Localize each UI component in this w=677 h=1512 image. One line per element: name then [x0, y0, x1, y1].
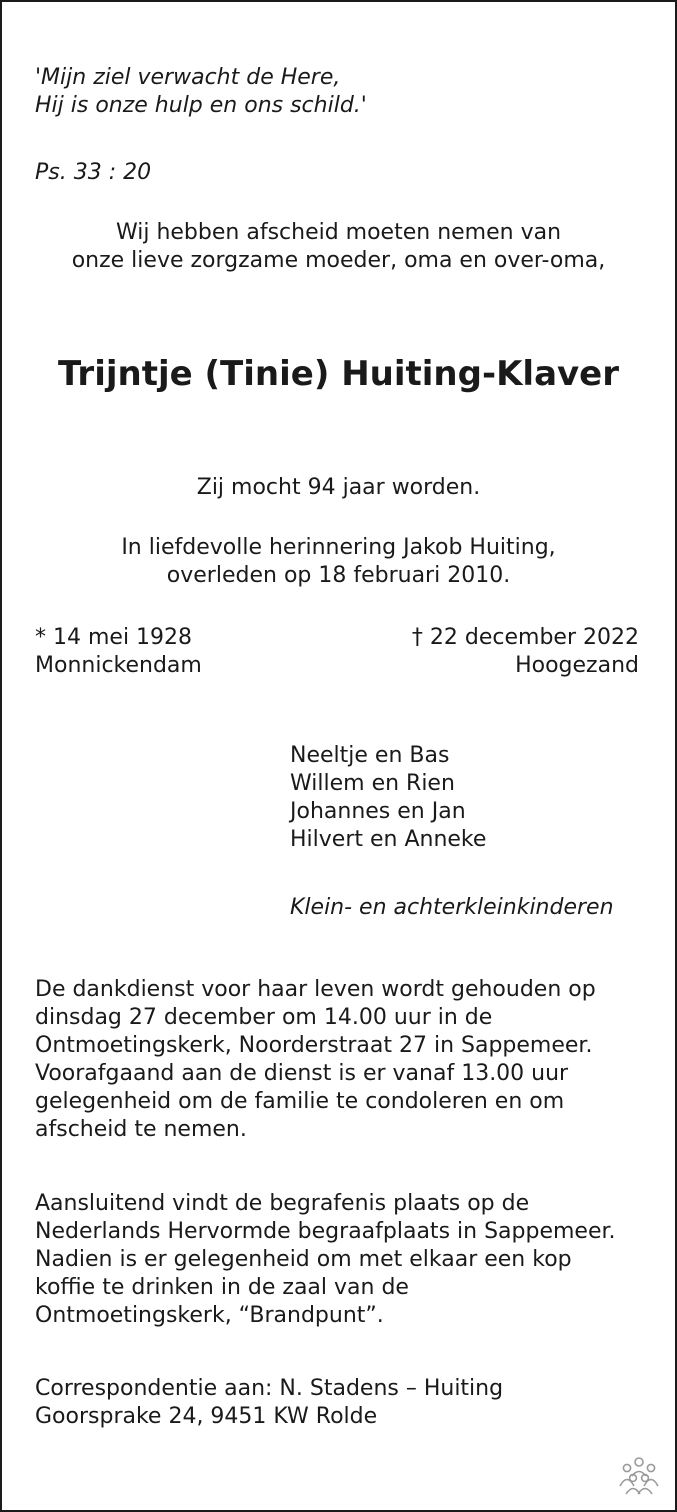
bible-quote — [35, 64, 367, 120]
service-line: afscheid te nemen. — [35, 1117, 247, 1142]
burial-line: Nederlands Hervormde begraafplaats in Sappemeer. — [35, 1219, 616, 1244]
service-line: gelegenheid om de familie te condoleren en om — [35, 1089, 565, 1114]
family-member: Willem en Rien — [290, 771, 455, 796]
people-group-icon — [617, 1456, 661, 1496]
quote-line: 'Mijn ziel verwacht de Here, — [35, 65, 341, 90]
death-place: Hoogezand — [515, 653, 639, 678]
birth-info — [35, 624, 202, 680]
service-line: dinsdag 27 december om 14.00 uur in de — [35, 1005, 493, 1030]
service-details — [35, 976, 596, 1144]
correspondence-address — [35, 1375, 503, 1431]
service-line: De dankdienst voor haar leven wordt gehouden op — [35, 977, 596, 1002]
birth-date: * 14 mei 1928 — [35, 625, 193, 650]
age-line: Zij mocht 94 jaar worden. — [196, 475, 481, 500]
service-line: Voorafgaand aan de dienst is er vanaf 13.00 uur — [35, 1061, 569, 1086]
psalm-reference: Ps. 33 : 20 — [35, 160, 152, 185]
family-member: Hilvert en Anneke — [290, 827, 487, 852]
memory-line: overleden op 18 februari 2010. — [166, 563, 511, 588]
correspondence-line: Correspondentie aan: N. Stadens – Huiting — [35, 1376, 504, 1401]
intro-line: Wij hebben afscheid moeten nemen van — [115, 220, 562, 245]
service-line: Ontmoetingskerk, Noorderstraat 27 in Sappemeer. — [35, 1033, 593, 1058]
correspondence-line: Goorsprake 24, 9451 KW Rolde — [35, 1404, 378, 1429]
family-list — [290, 742, 486, 854]
burial-line: Nadien is er gelegenheid om met elkaar een kop — [35, 1247, 572, 1272]
death-date: † 22 december 2022 — [411, 625, 639, 650]
burial-line: Aansluitend vindt de begrafenis plaats op de — [35, 1191, 530, 1216]
intro-line: onze lieve zorgzame moeder, oma en over-oma, — [71, 248, 606, 273]
deceased-name: Trijntje (Tinie) Huiting-Klaver — [57, 354, 620, 394]
family-member: Neeltje en Bas — [290, 743, 450, 768]
birth-place: Monnickendam — [35, 653, 202, 678]
grandchildren-line: Klein- en achterkleinkinderen — [290, 895, 614, 920]
intro-text — [2, 219, 675, 275]
death-info — [412, 624, 639, 680]
burial-details — [35, 1190, 616, 1330]
quote-line: Hij is onze hulp en ons schild.' — [35, 93, 367, 118]
family-member: Johannes en Jan — [290, 799, 466, 824]
burial-line: Ontmoetingskerk, “Brandpunt”. — [35, 1303, 384, 1328]
burial-line: koffie te drinken in de zaal van de — [35, 1275, 409, 1300]
memory-line: In liefdevolle herinnering Jakob Huiting, — [121, 535, 556, 560]
memory-text — [2, 534, 675, 590]
